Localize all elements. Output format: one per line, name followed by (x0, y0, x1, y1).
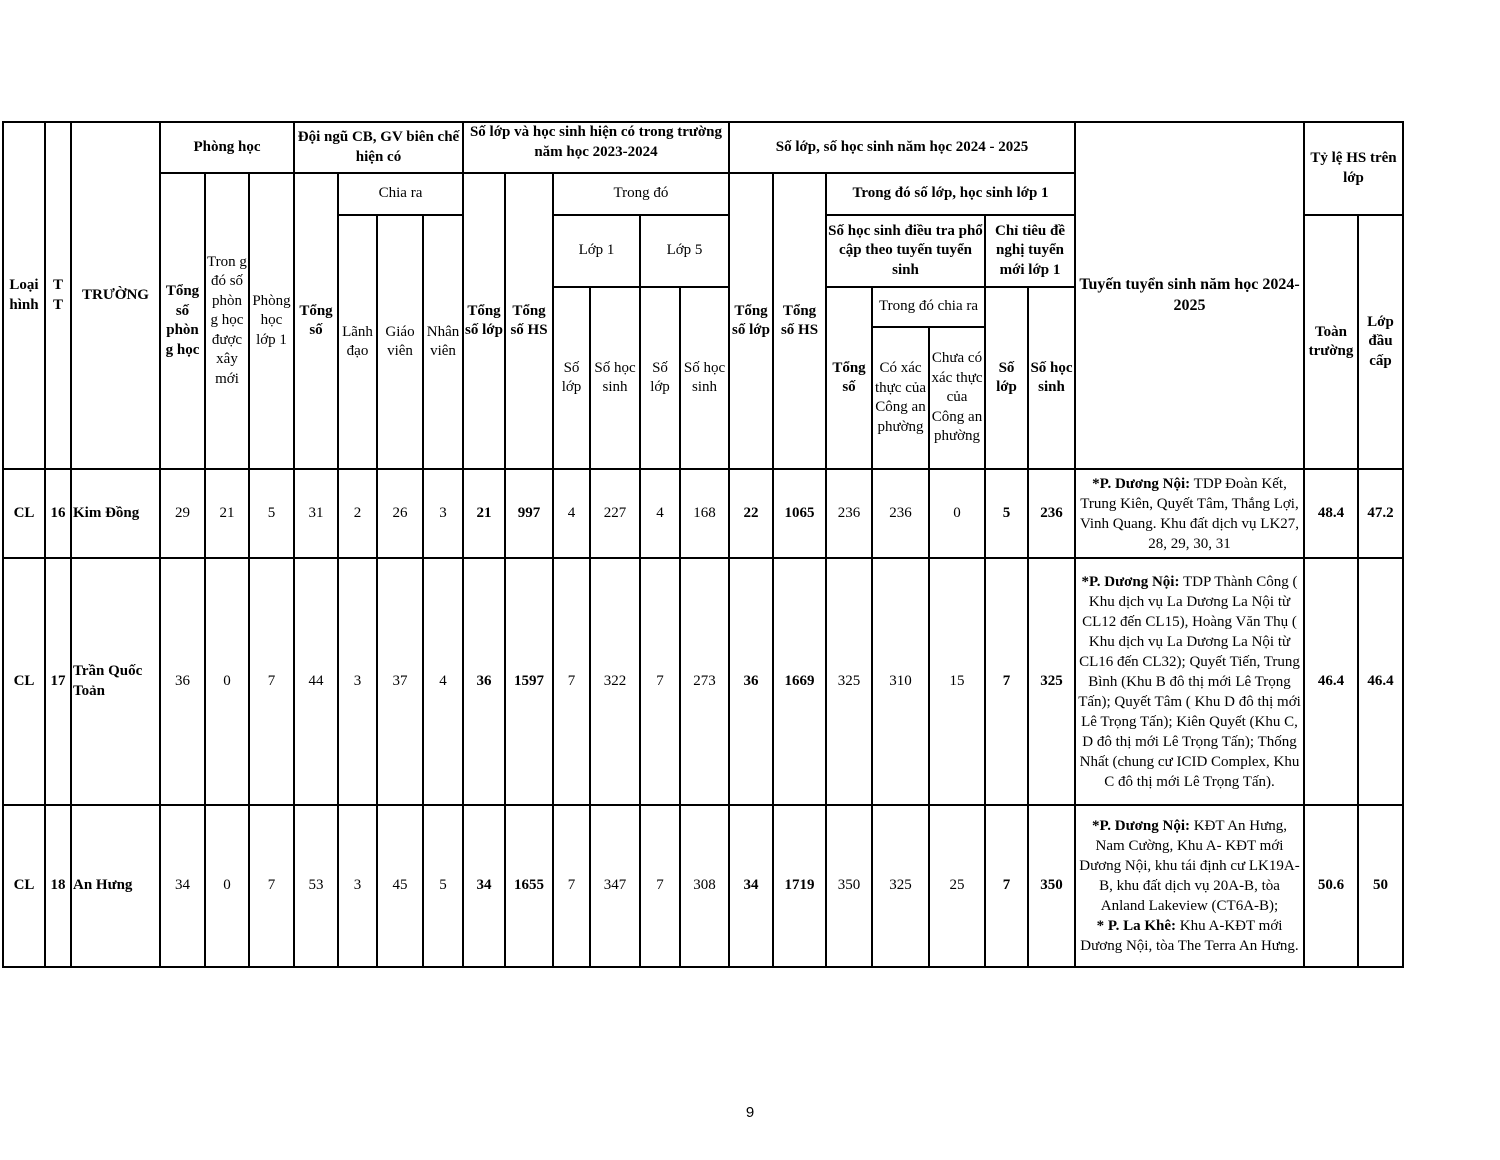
cell-tt: 16 (45, 469, 71, 558)
header-so-hs-dieu-tra: Số học sinh điều tra phổ cập theo tuyến tuyển sinh (826, 215, 985, 287)
cell-phong-tong: 29 (160, 469, 205, 558)
cell-chi-tieu-lop: 5 (985, 469, 1028, 558)
cell-lop1-so-lop: 7 (553, 558, 590, 805)
cell-phong-moi: 21 (205, 469, 249, 558)
cell-ty-le-toan-truong: 46.4 (1304, 558, 1358, 805)
cell-giao-vien: 26 (377, 469, 423, 558)
cell-chi-tieu-lop: 7 (985, 558, 1028, 805)
header-trong-do: Trong đó (553, 173, 729, 215)
cell-ty-le-toan-truong: 50.6 (1304, 805, 1358, 967)
cell-chua-xac-thuc: 25 (929, 805, 985, 967)
cell-lanh-dao: 2 (338, 469, 377, 558)
cell-truong: Trần Quốc Toản (71, 558, 160, 805)
header-so-hoc-sinh-l5: Số học sinh (680, 287, 729, 469)
header-so-lop-l1: Số lớp (553, 287, 590, 469)
cell-tong-lop-2324: 34 (463, 805, 505, 967)
header-lop5-2324: Lớp 5 (640, 215, 729, 287)
cell-giao-vien: 37 (377, 558, 423, 805)
header-tong-so-hs-2324: Tổng số HS (505, 173, 553, 469)
cell-phong-moi: 0 (205, 805, 249, 967)
header-truong: TRƯỜNG (71, 122, 160, 469)
cell-chi-tieu-lop: 7 (985, 805, 1028, 967)
header-giao-vien: Giáo viên (377, 215, 423, 469)
cell-tong-lop-2324: 21 (463, 469, 505, 558)
cell-tuyen-tuyen-sinh: *P. Dương Nội: TDP Đoàn Kết, Trung Kiên, Quyết Tâm, Thắng Lợi, Vinh Quang. Khu đất dịch vụ LK27, 28, 29, 30, 31 (1075, 469, 1304, 558)
header-tong-so-lop-2324: Tổng số lớp (463, 173, 505, 469)
header-tong-so-doi-ngu: Tổng số (294, 173, 338, 469)
cell-tong-lop-2425: 22 (729, 469, 773, 558)
cell-chi-tieu-hs: 350 (1028, 805, 1075, 967)
header-phong-xay-moi: Tron g đó số phòn g học được xây mới (205, 173, 249, 469)
header-tong-so-lop-2425: Tổng số lớp (729, 173, 773, 469)
cell-dieu-tra-tong: 325 (826, 558, 872, 805)
header-so-hoc-sinh-l1: Số học sinh (590, 287, 640, 469)
header-loai-hinh: Loại hình (3, 122, 45, 469)
page-number: 9 (745, 1104, 755, 1121)
cell-tong-hs-2324: 997 (505, 469, 553, 558)
cell-tong-lop-2425: 34 (729, 805, 773, 967)
cell-co-xac-thuc: 310 (872, 558, 929, 805)
cell-lop1-so-lop: 4 (553, 469, 590, 558)
cell-nhan-vien: 5 (423, 805, 463, 967)
cell-lanh-dao: 3 (338, 558, 377, 805)
cell-ty-le-dau-cap: 50 (1358, 805, 1403, 967)
header-so-lop-2023-2024: Số lớp và học sinh hiện có trong trường năm học 2023-2024 (463, 122, 729, 173)
cell-lop1-so-hs: 322 (590, 558, 640, 805)
header-tt: T T (45, 122, 71, 469)
cell-doi-ngu-tong: 44 (294, 558, 338, 805)
cell-tt: 17 (45, 558, 71, 805)
header-trong-do-lop1: Trong đó số lớp, học sinh lớp 1 (826, 173, 1075, 215)
cell-lop5-so-lop: 4 (640, 469, 680, 558)
cell-ty-le-toan-truong: 48.4 (1304, 469, 1358, 558)
cell-chi-tieu-hs: 325 (1028, 558, 1075, 805)
cell-tong-hs-2324: 1655 (505, 805, 553, 967)
header-toan-truong: Toàn trường (1304, 215, 1358, 469)
header-chua-xac-thuc: Chưa có xác thực của Công an phường (929, 327, 985, 469)
cell-lop1-so-hs: 227 (590, 469, 640, 558)
header-nhan-vien: Nhân viên (423, 215, 463, 469)
table-row (3, 558, 1403, 805)
cell-tong-hs-2425: 1669 (773, 558, 826, 805)
cell-truong: An Hưng (71, 805, 160, 967)
header-tong-so-phong-hoc: Tổng số phòn g học (160, 173, 205, 469)
cell-phong-tong: 34 (160, 805, 205, 967)
header-tong-so-hs-2425: Tổng số HS (773, 173, 826, 469)
header-tuyen-tuyen-sinh: Tuyến tuyển sinh năm học 2024-2025 (1075, 122, 1304, 469)
cell-lop1-so-lop: 7 (553, 805, 590, 967)
cell-dieu-tra-tong: 236 (826, 469, 872, 558)
header-so-lop-l5: Số lớp (640, 287, 680, 469)
cell-chua-xac-thuc: 15 (929, 558, 985, 805)
cell-lop5-so-hs: 273 (680, 558, 729, 805)
header-phong-hoc-lop1: Phòng học lớp 1 (249, 173, 294, 469)
enrollment-table (2, 121, 1404, 968)
cell-co-xac-thuc: 325 (872, 805, 929, 967)
header-lop-dau-cap: Lớp đầu cấp (1358, 215, 1403, 469)
cell-truong: Kim Đồng (71, 469, 160, 558)
header-tong-so-dieu-tra: Tổng số (826, 287, 872, 469)
header-co-xac-thuc: Có xác thực của Công an phường (872, 327, 929, 469)
cell-chi-tieu-hs: 236 (1028, 469, 1075, 558)
cell-giao-vien: 45 (377, 805, 423, 967)
header-chi-tieu: Chỉ tiêu đề nghị tuyển mới lớp 1 (985, 215, 1075, 287)
cell-nhan-vien: 3 (423, 469, 463, 558)
cell-phong-tong: 36 (160, 558, 205, 805)
cell-tong-hs-2324: 1597 (505, 558, 553, 805)
cell-nhan-vien: 4 (423, 558, 463, 805)
cell-tt: 18 (45, 805, 71, 967)
header-lanh-dao: Lãnh đạo (338, 215, 377, 469)
cell-phong-lop1: 5 (249, 469, 294, 558)
cell-phong-lop1: 7 (249, 805, 294, 967)
header-so-lop-2024-2025: Số lớp, số học sinh năm học 2024 - 2025 (729, 122, 1075, 173)
cell-loai-hinh: CL (3, 805, 45, 967)
cell-tuyen-tuyen-sinh: *P. Dương Nội: KĐT An Hưng, Nam Cường, Khu A- KĐT mới Dương Nội, khu tái định cư LK19A-B, khu đất dịch vụ 20A-B, tòa Anland Lakeview (CT6A-B); * P. La Khê: Khu A-KĐT mới Dương Nội, tòa The Terra An Hưng. (1075, 805, 1304, 967)
cell-tong-lop-2425: 36 (729, 558, 773, 805)
cell-chua-xac-thuc: 0 (929, 469, 985, 558)
header-chia-ra: Chia ra (338, 173, 463, 215)
cell-ty-le-dau-cap: 46.4 (1358, 558, 1403, 805)
cell-tong-hs-2425: 1719 (773, 805, 826, 967)
cell-lop1-so-hs: 347 (590, 805, 640, 967)
cell-loai-hinh: CL (3, 558, 45, 805)
cell-phong-lop1: 7 (249, 558, 294, 805)
header-doi-ngu: Đội ngũ CB, GV biên chế hiện có (294, 122, 463, 173)
cell-co-xac-thuc: 236 (872, 469, 929, 558)
cell-loai-hinh: CL (3, 469, 45, 558)
header-ty-le: Tỷ lệ HS trên lớp (1304, 122, 1403, 215)
cell-lanh-dao: 3 (338, 805, 377, 967)
cell-lop5-so-hs: 308 (680, 805, 729, 967)
header-phong-hoc: Phòng học (160, 122, 294, 173)
cell-lop5-so-lop: 7 (640, 558, 680, 805)
table-row (3, 469, 1403, 558)
cell-tuyen-tuyen-sinh: *P. Dương Nội: TDP Thành Công ( Khu dịch vụ La Dương La Nội từ CL12 đến CL15), Hoàng Văn Thụ ( Khu dịch vụ La Dương La Nội từ CL16 đến CL32); Quyết Tiến, Trung Bình (Khu B đô thị mới Lê Trọng Tấn); Quyết Tâm ( Khu D đô thị mới Lê Trọng Tấn); Kiên Quyết (Khu C, D đô thị mới Lê Trọng Tấn); Thống Nhất (chung cư ICID Complex, Khu C đô thị mới Lê Trọng Tấn). (1075, 558, 1304, 805)
header-trong-do-chia-ra: Trong đó chia ra (872, 287, 985, 327)
cell-phong-moi: 0 (205, 558, 249, 805)
cell-dieu-tra-tong: 350 (826, 805, 872, 967)
header-so-hoc-sinh-chi-tieu: Số học sinh (1028, 287, 1075, 469)
header-lop1-2324: Lớp 1 (553, 215, 640, 287)
header-so-lop-chi-tieu: Số lớp (985, 287, 1028, 469)
table-row (3, 805, 1403, 967)
cell-doi-ngu-tong: 31 (294, 469, 338, 558)
cell-lop5-so-hs: 168 (680, 469, 729, 558)
cell-ty-le-dau-cap: 47.2 (1358, 469, 1403, 558)
cell-lop5-so-lop: 7 (640, 805, 680, 967)
cell-doi-ngu-tong: 53 (294, 805, 338, 967)
cell-tong-hs-2425: 1065 (773, 469, 826, 558)
cell-tong-lop-2324: 36 (463, 558, 505, 805)
